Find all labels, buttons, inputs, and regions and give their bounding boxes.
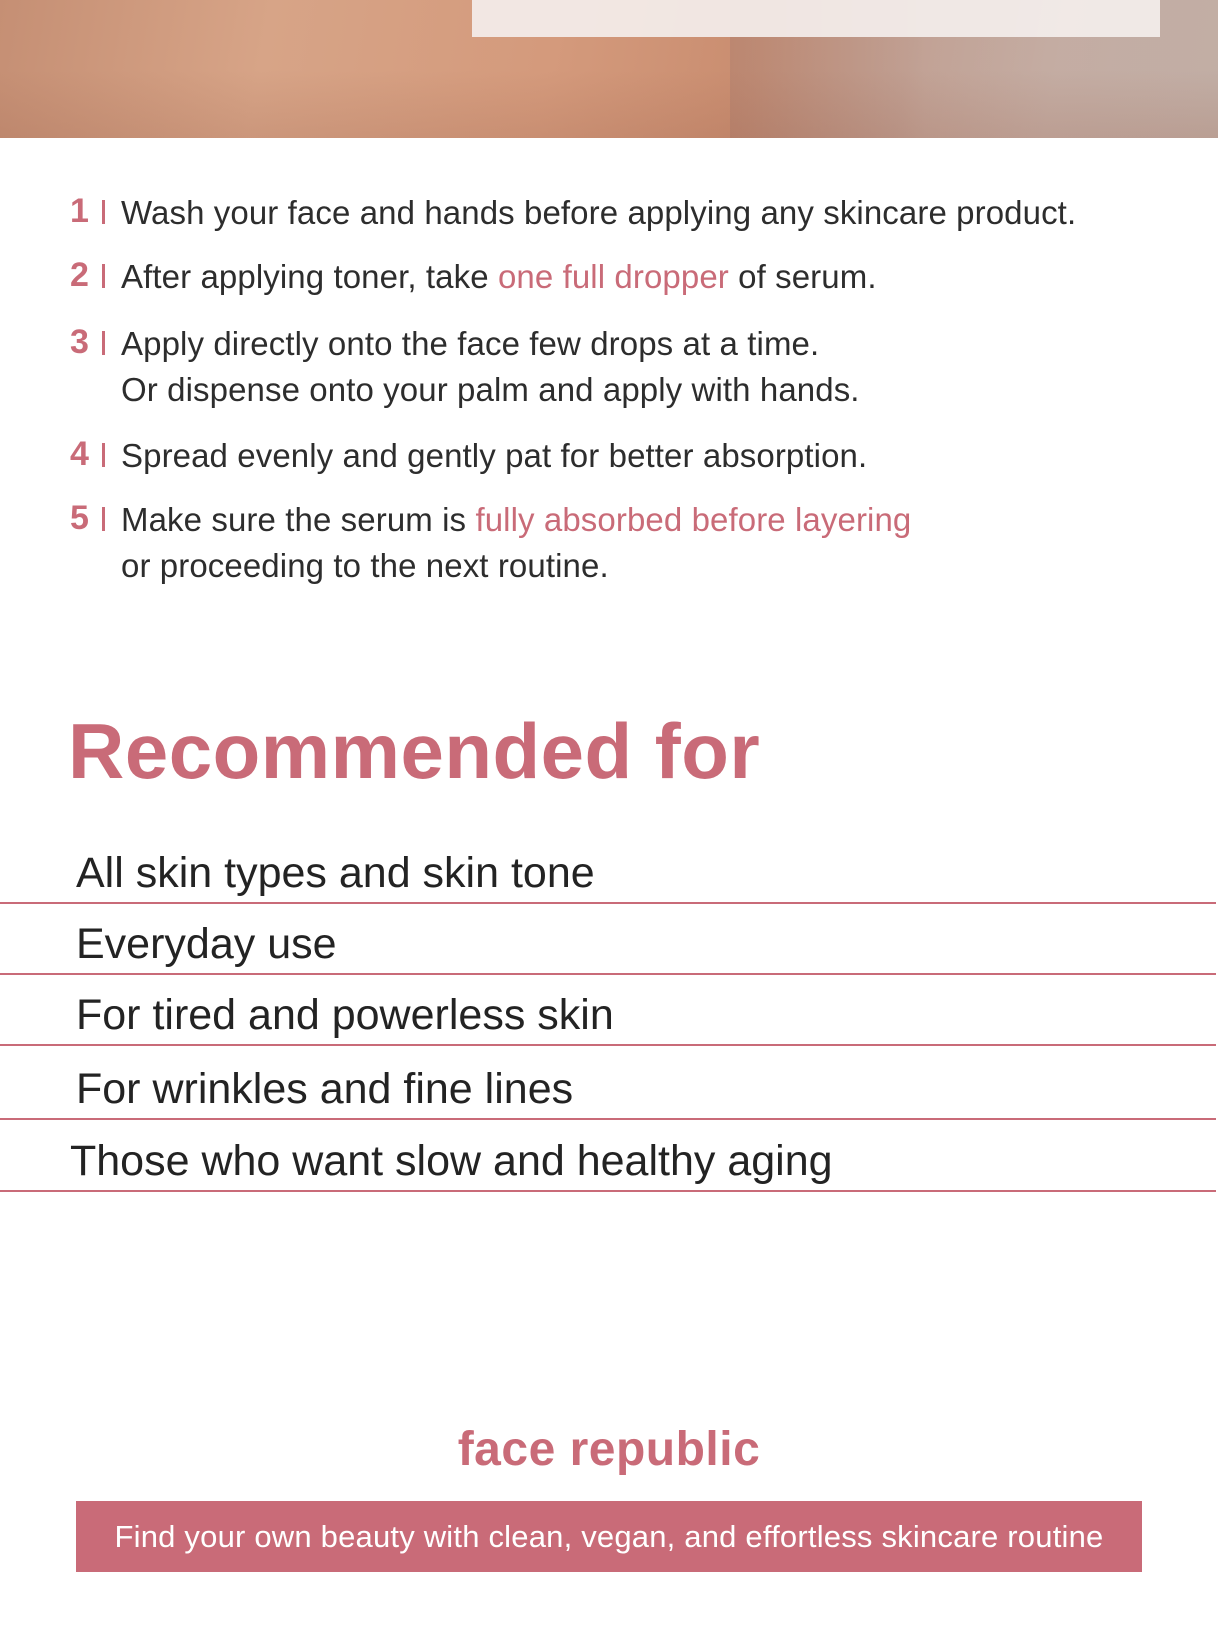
- step-number: 3: [70, 323, 89, 361]
- tagline-text: Find your own beauty with clean, vegan, and effortless skincare routine: [114, 1518, 1104, 1554]
- step-3: [70, 321, 1170, 413]
- step-number: 4: [70, 435, 89, 473]
- step-divider: [102, 507, 105, 531]
- step-text: [121, 497, 911, 589]
- step-text-part: Apply directly onto the face few drops at a time.: [121, 325, 820, 362]
- step-divider: [102, 200, 105, 224]
- step-divider: [102, 264, 105, 288]
- step-text: [121, 433, 867, 479]
- list-item-label: Those who want slow and healthy aging: [70, 1137, 833, 1185]
- step-text-part: Wash your face and hands before applying any skincare product.: [121, 194, 1077, 231]
- step-divider: [102, 331, 105, 355]
- list-item: [0, 976, 1216, 1046]
- brand-logo: face republic: [457, 1423, 761, 1476]
- step-text: [121, 254, 877, 300]
- recommended-title: Recommended for: [68, 707, 761, 795]
- step-text-line2: or proceeding to the next routine.: [121, 547, 609, 584]
- list-item: [0, 1047, 1216, 1120]
- step-1: [70, 190, 1170, 236]
- list-item-label: For wrinkles and fine lines: [76, 1065, 574, 1113]
- list-item-label: Everyday use: [76, 920, 337, 968]
- step-highlight: fully absorbed before layering: [475, 501, 912, 538]
- step-text-part: After applying toner, take: [121, 258, 498, 295]
- step-number: 1: [70, 192, 89, 230]
- step-text-part: of serum.: [728, 258, 877, 295]
- list-item-label: For tired and powerless skin: [76, 991, 614, 1039]
- hero-photo: [0, 0, 1218, 138]
- step-text: [121, 190, 1076, 236]
- step-text-part: Make sure the serum is: [121, 501, 476, 538]
- step-5: [70, 497, 1170, 589]
- step-divider: [102, 443, 105, 467]
- step-number: 5: [70, 499, 89, 537]
- step-highlight: one full dropper: [497, 258, 729, 295]
- step-text-line2: Or dispense onto your palm and apply with hands.: [121, 371, 860, 408]
- step-number: 2: [70, 256, 89, 294]
- step-2: [70, 254, 1170, 300]
- list-item: [0, 835, 1216, 904]
- list-item: [0, 905, 1216, 975]
- hero-shadow: [0, 70, 1218, 138]
- tagline-banner: [76, 1501, 1142, 1572]
- step-text-part: Spread evenly and gently pat for better absorption.: [121, 437, 868, 474]
- list-item: [0, 1121, 1216, 1192]
- step-text: [121, 321, 860, 413]
- hero-note-box: [472, 0, 1160, 37]
- step-4: [70, 433, 1170, 479]
- list-item-label: All skin types and skin tone: [76, 849, 595, 897]
